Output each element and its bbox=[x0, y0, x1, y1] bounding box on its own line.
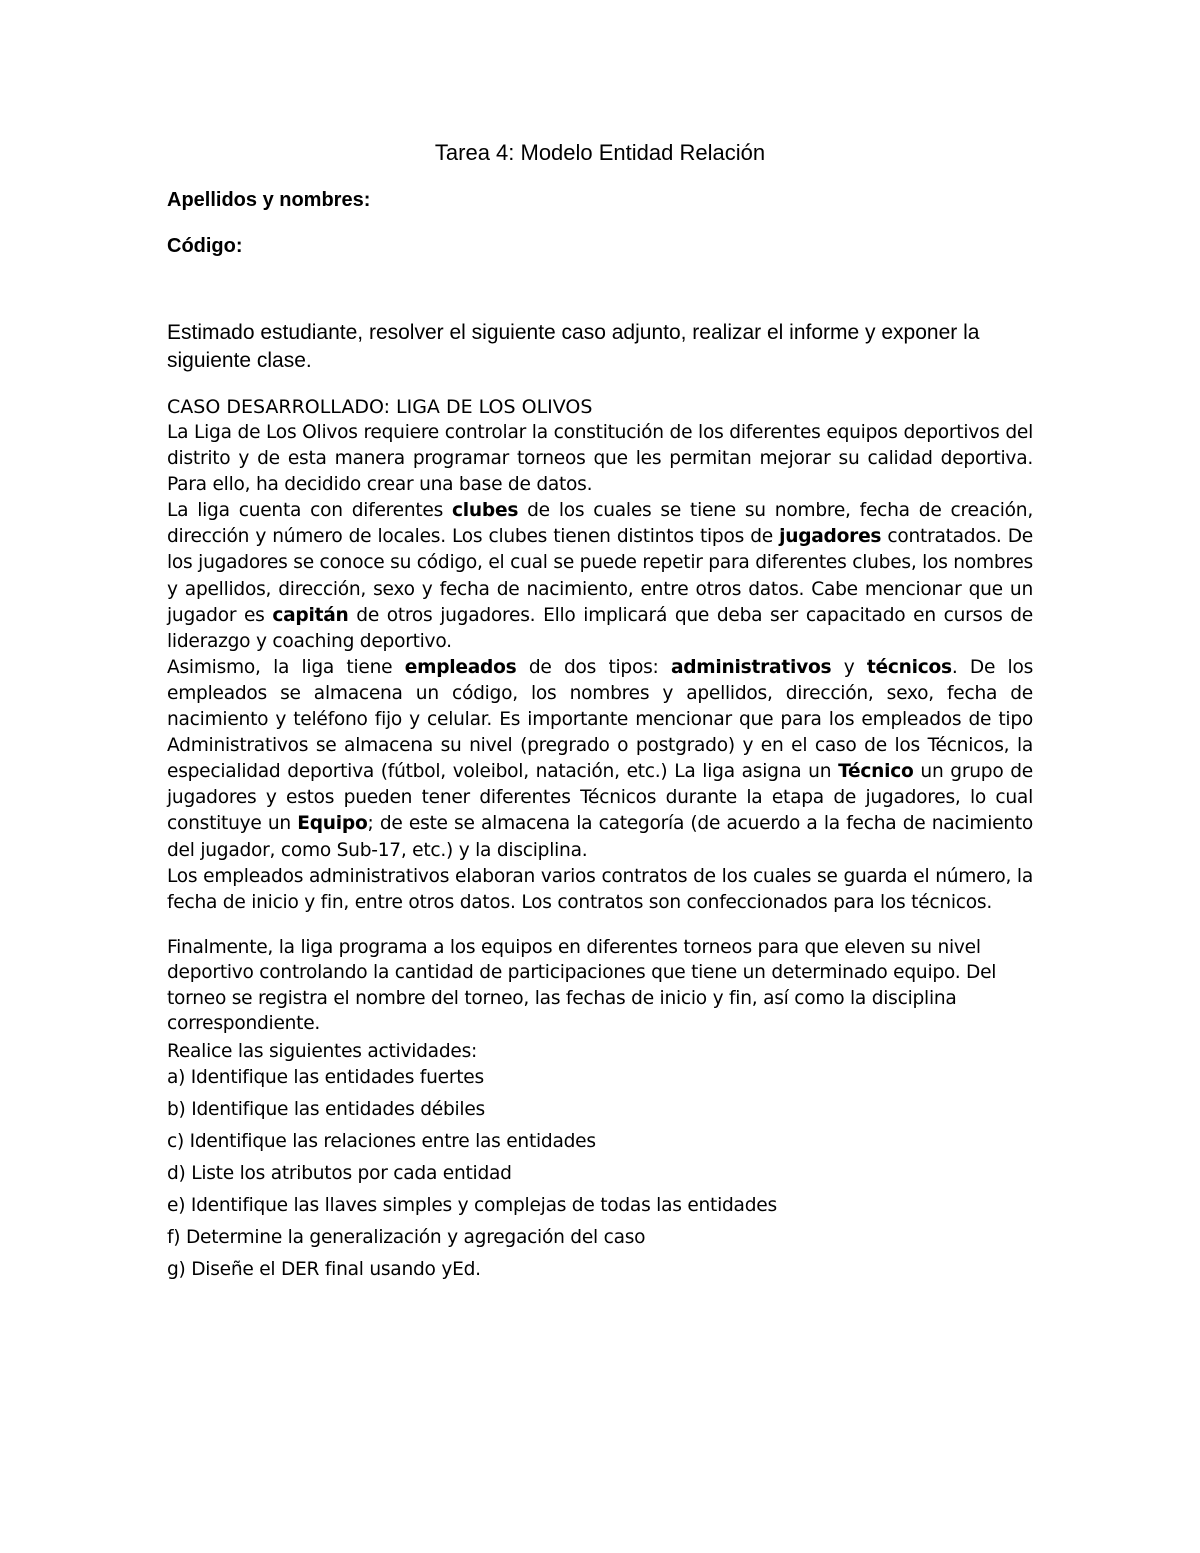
activity-item: g) Diseñe el DER final usando yEd. bbox=[167, 1259, 481, 1280]
activities-list bbox=[167, 1064, 777, 1288]
term-tecnicos: técnicos bbox=[866, 656, 952, 678]
case-paragraph-4: Los empleados administrativos elaboran varios contratos de los cuales se guarda el número, la fecha de inicio y fin, entre otros datos. Los contratos son confeccionados para los técnicos. bbox=[167, 865, 1033, 913]
case-heading: CASO DESARROLLADO: LIGA DE LOS OLIVOS bbox=[167, 396, 593, 418]
intro-paragraph: Estimado estudiante, resolver el siguiente caso adjunto, realizar el informe y exponer la siguiente clase. bbox=[167, 321, 980, 372]
term-clubes: clubes bbox=[452, 500, 519, 522]
case-paragraph-1: La Liga de Los Olivos requiere controlar la constitución de los diferentes equipos deportivos del distrito y de esta manera programar torneos que les permitan mejorar su calidad deportiva. Para ello, ha decidido crear una base de datos. bbox=[167, 422, 1033, 496]
activity-item: b) Identifique las entidades débiles bbox=[167, 1099, 485, 1120]
case-body bbox=[167, 420, 1033, 916]
activity-item: d) Liste los atributos por cada entidad bbox=[167, 1163, 512, 1184]
activities-intro: Realice las siguientes actividades: bbox=[167, 1041, 478, 1062]
activity-item: c) Identifique las relaciones entre las entidades bbox=[167, 1131, 596, 1152]
final-paragraph-text: Finalmente, la liga programa a los equipos en diferentes torneos para que eleven su nivel deportivo controlando la cantidad de participaciones que tiene un determinado equipo. Del torneo se registra el nombre del torneo, las fechas de inicio y fin, así como la disciplina correspondiente. bbox=[167, 937, 997, 1034]
term-administrativos: administrativos bbox=[670, 656, 832, 678]
term-jugadores: jugadores bbox=[779, 526, 882, 548]
activity-item: a) Identifique las entidades fuertes bbox=[167, 1067, 484, 1088]
final-paragraph bbox=[167, 935, 1033, 1036]
term-capitan: capitán bbox=[272, 604, 349, 626]
term-tecnico: Técnico bbox=[838, 761, 914, 783]
term-equipo: Equipo bbox=[297, 813, 368, 835]
name-label: Apellidos y nombres: bbox=[167, 189, 371, 211]
code-label: Código: bbox=[167, 235, 243, 257]
activity-item: f) Determine la generalización y agregación del caso bbox=[167, 1227, 646, 1248]
document-title: Tarea 4: Modelo Entidad Relación bbox=[434, 140, 766, 165]
case-paragraph-3: Asimismo, la liga tiene empleados de dos tipos: administrativos y técnicos. De los empleados se almacena un código, los nombres y apellidos, dirección, sexo, fecha de nacimiento y teléfono fijo y celular. Es importante mencionar que para los empleados de tipo Administrativos se almacena su nivel (pregrado o postgrado) y en el caso de los Técnicos, la especialidad deportiva (fútbol, voleibol, natación, etc.) La liga asigna un Técnico un grupo de jugadores y estos pueden tener diferentes Técnicos durante la etapa de jugadores, lo cual constituye un Equipo; de este se almacena la categoría (de acuerdo a la fecha de nacimiento del jugador, como Sub-17, etc.) y la disciplina. bbox=[167, 656, 1034, 861]
activity-item: e) Identifique las llaves simples y complejas de todas las entidades bbox=[167, 1195, 777, 1216]
case-paragraph-2: La liga cuenta con diferentes clubes de los cuales se tiene su nombre, fecha de creación, dirección y número de locales. Los clubes tienen distintos tipos de jugadores contratados. De los jugadores se conoce su código, el cual se puede repetir para diferentes clubes, los nombres y apellidos, dirección, sexo y fecha de nacimiento, entre otros datos. Cabe mencionar que un jugador es capitán de otros jugadores. Ello implicará que deba ser capacitado en cursos de liderazgo y coaching deportivo. bbox=[167, 500, 1034, 652]
term-empleados: empleados bbox=[404, 656, 517, 678]
